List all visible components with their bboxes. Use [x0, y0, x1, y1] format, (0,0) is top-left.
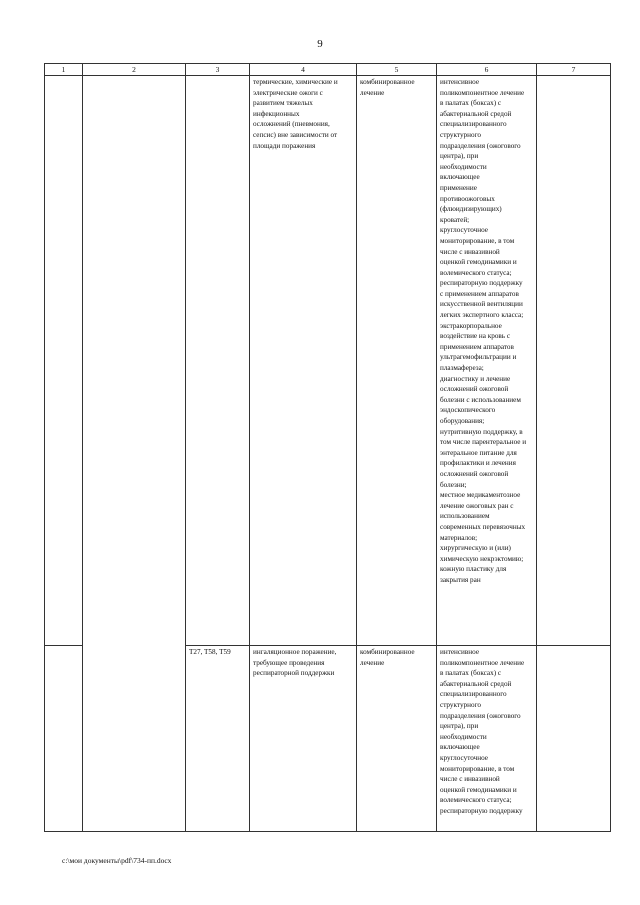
cell-text-line: круглосуточное [440, 226, 489, 235]
cell-text-line: интенсивное [440, 78, 480, 86]
cell-text-line: кожную пластику для [440, 565, 507, 574]
cell-treatment-type [357, 646, 437, 832]
cell-text-line: эндоскопического [440, 406, 496, 415]
cell-text-line: закрытия ран [440, 575, 481, 584]
cell-text-line: волемического статуса; [440, 796, 512, 805]
cell-text-line: мониторирование, в том [440, 236, 515, 245]
cell-text-line: болезни; [440, 480, 467, 489]
cell-text-line: материалов; [440, 533, 478, 542]
cell-diagnosis-code [186, 76, 250, 646]
services-table [44, 63, 611, 832]
cell-text-line: электрические ожоги с [253, 88, 323, 97]
cell-text-line: центра), при [440, 152, 479, 161]
cell-text-line: осложнений (пневмония, [253, 120, 330, 129]
cell-text-line: числе с инвазивной [440, 247, 500, 256]
cell-patient-model [250, 646, 357, 832]
cell-text-line: в палатах (боксах) с [440, 99, 502, 108]
cell-text-line: требующее проведения [253, 658, 325, 667]
cell-text-line: структурного [440, 700, 481, 709]
cell-text-line: круглосуточное [440, 753, 489, 762]
cell-text-line: (флюидизирующих) [440, 205, 502, 214]
cell-text-line: специализированного [440, 120, 507, 129]
cell-col1 [45, 76, 83, 646]
cell-text-line: респираторной поддержки [253, 669, 335, 678]
cell-text-line: включающее [440, 743, 480, 752]
cell-text-line: осложнений ожоговой [440, 385, 509, 394]
file-path-footer: c:\мои документы\pdf\734-пп.docx [62, 856, 172, 865]
cell-text-line: мониторирование, в том [440, 764, 515, 773]
cell-text-line: респираторную поддержку [440, 806, 523, 815]
cell-text-line: энтеральное питание для [440, 448, 517, 457]
cell-text-line: применение [440, 183, 477, 192]
cell-text-line: необходимости [440, 732, 487, 741]
cell-text-line: лечение [360, 658, 385, 667]
cell-text-line: ультрагемофильтрации и [440, 353, 517, 362]
cell-patient-model [250, 76, 357, 646]
cell-text-line: искусственной вентиляции [440, 300, 523, 309]
column-number-6: 6 [437, 64, 537, 76]
cell-text-line: сепсис) вне зависимости от [253, 130, 338, 139]
cell-text-line: том числе парентеральное и [440, 438, 527, 447]
cell-text-line: поликомпонентное лечение [440, 88, 525, 97]
cell-text-line: химическую некрэктомию; [440, 554, 524, 563]
cell-text-line: специализированного [440, 690, 507, 699]
cell-text-line: лечение ожоговых ран с [440, 501, 514, 510]
cell-text-line: поликомпонентное лечение [440, 658, 525, 667]
column-number-2: 2 [83, 64, 186, 76]
cell-text-line: подразделения (ожогового [440, 141, 521, 150]
cell-text-line: лечение [360, 88, 385, 97]
cell-col7 [537, 646, 611, 832]
column-number-1: 1 [45, 64, 83, 76]
cell-text-line: волемического статуса; [440, 268, 512, 277]
cell-text-line: абактериальной средой [440, 109, 512, 118]
cell-text-line: в палатах (боксах) с [440, 669, 502, 678]
cell-text-line: современных перевязочных [440, 522, 526, 531]
cell-text-line: болезни с использованием [440, 395, 521, 404]
cell-text-line: воздействие на кровь с [440, 332, 511, 341]
cell-text-line: диагностику и лечение [440, 374, 511, 383]
cell-text-line: термические, химические и [253, 78, 338, 86]
cell-col7 [537, 76, 611, 646]
column-number-4: 4 [250, 64, 357, 76]
cell-text-line: кроватей; [440, 215, 470, 224]
cell-text-line: структурного [440, 130, 481, 139]
cell-treatment-type [357, 76, 437, 646]
cell-text-line: оценкой гемодинамики и [440, 258, 517, 267]
cell-col1 [45, 646, 83, 832]
cell-text-line: оценкой гемодинамики и [440, 785, 517, 794]
cell-text-line: абактериальной средой [440, 679, 512, 688]
cell-text-line: легких экспертного класса; [440, 311, 524, 320]
cell-diagnosis-code: T27, T58, T59 [186, 646, 250, 832]
cell-text-line: с применением аппаратов [440, 289, 519, 298]
cell-text-line: инфекционных [253, 109, 300, 118]
cell-text-line: использованием [440, 512, 490, 521]
cell-text-line: интенсивное [440, 648, 480, 656]
cell-text-line: осложнений ожоговой [440, 469, 509, 478]
cell-treatment-method [437, 646, 537, 832]
cell-text-line: числе с инвазивной [440, 775, 500, 784]
cell-text-line: респираторную поддержку [440, 279, 523, 288]
table-row [45, 76, 611, 646]
cell-text-line: хирургическую и (или) [440, 544, 511, 553]
column-number-row [45, 64, 611, 76]
cell-text-line: плазмафереза; [440, 364, 484, 373]
cell-text-line: необходимости [440, 162, 487, 171]
column-number-3: 3 [186, 64, 250, 76]
cell-text-line: центра), при [440, 722, 479, 731]
cell-col2 [83, 76, 186, 832]
cell-text-line: нутритивную поддержку, в [440, 427, 523, 436]
column-number-7: 7 [537, 64, 611, 76]
cell-text-line: применением аппаратов [440, 342, 514, 351]
cell-text-line: площади поражения [253, 141, 316, 150]
cell-text-line: оборудования; [440, 417, 485, 425]
cell-text-line: ингаляционное поражение, [253, 648, 337, 656]
cell-text-line: экстракорпоральное [440, 321, 502, 330]
cell-text-line: местное медикаментозное [440, 491, 521, 500]
cell-text-line: комбинированное [360, 78, 415, 86]
cell-text-line: противоожоговых [440, 194, 495, 203]
cell-text-line: подразделения (ожогового [440, 711, 521, 720]
page-number: 9 [317, 38, 323, 50]
cell-treatment-method [437, 76, 537, 646]
cell-text-line: развитием тяжелых [253, 99, 313, 108]
cell-text-line: комбинированное [360, 648, 415, 656]
column-number-5: 5 [357, 64, 437, 76]
cell-text-line: включающее [440, 173, 480, 182]
cell-text-line: профилактики и лечения [440, 459, 516, 468]
